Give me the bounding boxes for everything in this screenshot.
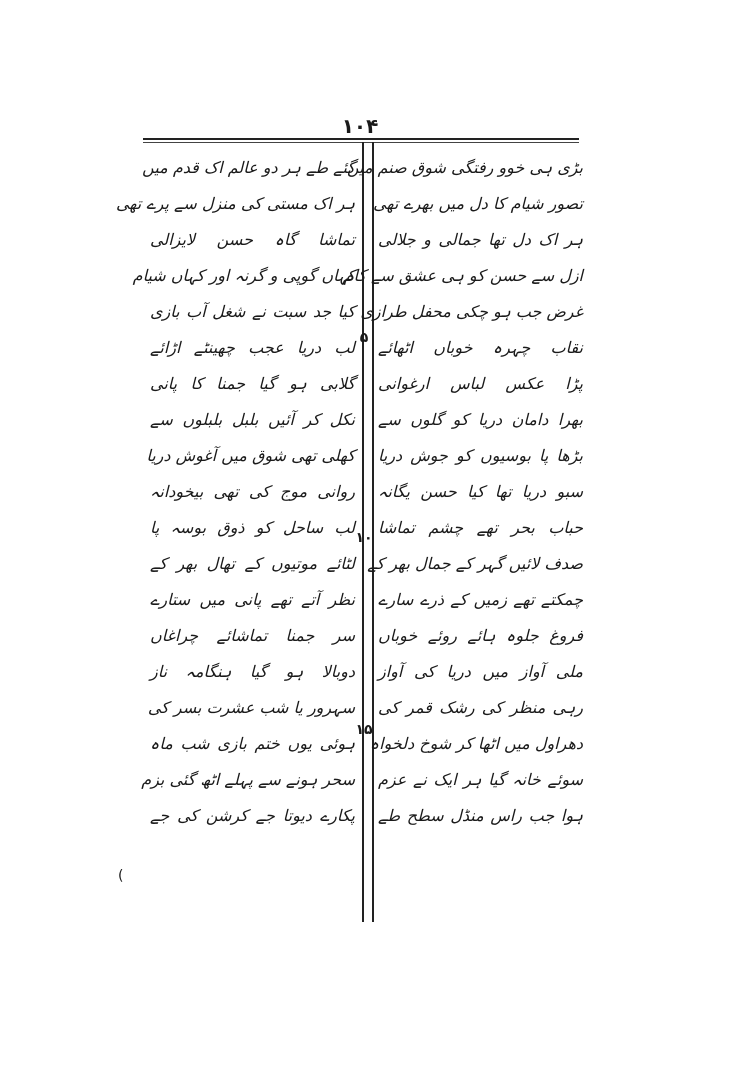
verse-line: سحر ہونے سے پہلے اٹھ گئی بزم — [141, 770, 355, 789]
verse-line: لٹائے موتیوں کے تھال بھر کے — [150, 554, 355, 573]
left-column — [116, 150, 355, 834]
verse-line: نظر آتے تھے پانی میں ستارے — [150, 590, 355, 609]
verse-line: لب ساحل کو ذوق بوسہ پا — [150, 518, 355, 537]
verse-line: دھراول میں اٹھا کر شوخ دلخواہ — [369, 734, 583, 753]
line-number-10: ۱۰ — [355, 530, 373, 546]
verse-line: فروغ جلوہ ہائے روئے خوباں — [378, 626, 583, 645]
page-number: ۱۰۴ — [341, 114, 379, 138]
verse-line: چمکتے تھے زمیں کے ذرے سارے — [378, 590, 583, 609]
verse-line: دوبالا ہو گیا ہنگامہ ناز — [150, 662, 355, 681]
header-rule-inner — [143, 142, 579, 143]
verse-line: حباب بحر تھے چشم تماشا — [378, 518, 583, 537]
verse-line: تصور شیام کا دل میں بھرے تھی — [373, 194, 583, 213]
verse-line: بھرا دامان دریا کو گلوں سے — [378, 410, 583, 429]
verse-line: سوئے خانہ گیا ہر ایک نے عزم — [378, 770, 583, 789]
verse-line: بڑھا پا بوسیوں کو جوش دریا — [378, 446, 583, 465]
verse-line: ملی آواز میں دریا کی آواز — [378, 662, 583, 681]
verse-line: سہرور یا شب عشرت بسر کی — [147, 698, 355, 717]
verse-line: پڑا عکس لباس ارغوانی — [378, 374, 583, 393]
header-rule — [143, 138, 579, 140]
verse-line: غرض جب ہو چکی محفل طرازی — [360, 302, 583, 321]
verse-line: رہی منظر کی رشک قمر کی — [378, 698, 583, 717]
verse-line: گلابی ہو گیا جمنا کا پانی — [150, 374, 355, 393]
verse-line: ہر اک مستی کی منزل سے پرے تھی — [116, 194, 355, 213]
line-number-5: ۵ — [359, 330, 369, 346]
verse-line: بڑی ہی خوو رفتگی شوق صنم میں — [346, 158, 583, 177]
stray-mark: ( — [118, 868, 124, 884]
verse-line: کھلی تھی شوق میں آغوش دریا — [146, 446, 355, 465]
verse-line: کہاں گوپی و گرنہ اور کہاں شیام — [132, 266, 355, 285]
verse-line: صدف لائیں گہر کے جمال بھر کے — [367, 554, 583, 573]
verse-line: نکل کر آئیں بلبل بلبلوں سے — [150, 410, 355, 429]
verse-line: ہوئی یوں ختم بازی شب ماہ — [150, 734, 355, 753]
verse-line: سر جمنا تماشائے چراغاں — [150, 626, 355, 645]
verse-line: ازل سے حسن کو ہی عشق سے کام — [343, 266, 583, 285]
verse-line: لب دریا عجب چھینٹے اڑائے — [150, 338, 355, 357]
verse-line: تماشا گاہ حسن لایزالی — [150, 230, 355, 249]
verse-line: گئے طے ہر دو عالم اک قدم میں — [142, 158, 355, 177]
verse-line: روانی موج کی تھی بیخودانہ — [150, 482, 355, 501]
line-number-15: ۱۵ — [355, 722, 373, 738]
verse-line: ہر اک دل تھا جمالی و جلالی — [378, 230, 583, 249]
verse-line: نقاب چہرہ خوباں اٹھائے — [378, 338, 583, 357]
verse-line: سبو دریا تھا کیا حسن یگانہ — [378, 482, 583, 501]
verse-line: ہوا جب راس منڈل سطح طے — [378, 806, 583, 825]
verse-line: کیا جد سبت نے شغل آب بازی — [150, 302, 355, 321]
verse-line: پکارے دیوتا جے کرشن کی جے — [150, 806, 355, 825]
